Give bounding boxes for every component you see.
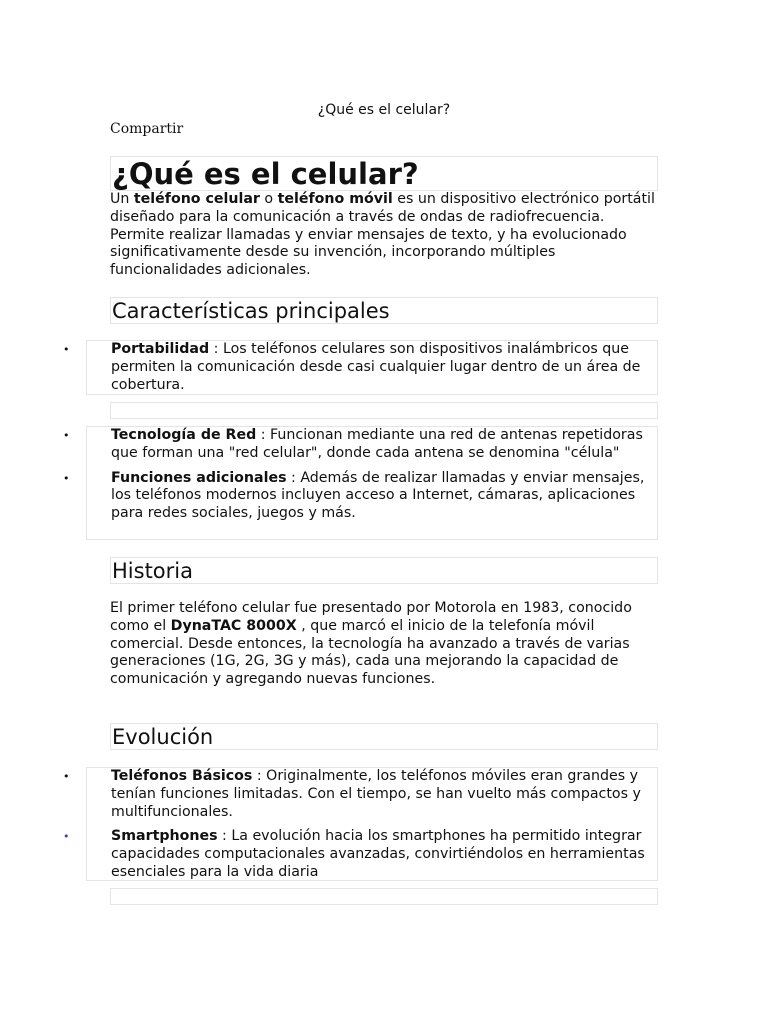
features-heading: Características principales [112, 299, 390, 323]
empty-box [110, 888, 658, 905]
evolution-heading: Evolución [112, 725, 214, 749]
list-item: • Smartphones : La evolución hacia los smartphones ha permitido integrar capacidades computacionales avanzadas, convirtiéndolos en herramientas esenciales para la vida diaria [63, 828, 645, 880]
bullet-icon: • [63, 830, 70, 844]
features-list-box-2 [63, 426, 658, 540]
history-heading: Historia [112, 559, 193, 583]
bullet-icon: • [63, 471, 70, 485]
term-telefono-celular: teléfono celular [133, 191, 260, 207]
evolution-heading-box [110, 723, 658, 750]
history-paragraph: El primer teléfono celular fue presentado por Motorola en 1983, conocido como el DynaTAC 8000X , que marcó el inicio de la telefonía móvil comercial. Desde entonces, la tecnología ha avanzado a través de varias generaciones (1G, 2G, 3G y más), cada una mejorando la capacidad de comunicación y agregando nuevas funciones. [110, 600, 632, 688]
list-item: • Tecnología de Red : Funcionan mediante una red de antenas repetidoras que forman una "red celular", donde cada antena se denomina "célula" [63, 427, 643, 461]
empty-box [110, 402, 658, 419]
intro-paragraph: Un teléfono celular o teléfono móvil es un dispositivo electrónico portátil diseñado para la comunicación a través de ondas de radiofrecuencia. Permite realizar llamadas y enviar mensajes de texto, y ha evolucionado significativamente desde su invención, incorporando múltiples funcionalidades adicionales. [110, 191, 655, 279]
term-telefono-movil: teléfono móvil [277, 191, 393, 207]
bullet-icon: • [63, 343, 70, 356]
features-heading-box [110, 297, 658, 324]
term-dynatac: DynaTAC 8000X [170, 617, 297, 634]
bullet-icon: • [63, 770, 70, 783]
evolution-list-box [63, 767, 658, 881]
share-link[interactable]: Compartir [110, 121, 184, 137]
main-heading: ¿Qué es el celular? [112, 157, 419, 191]
page-title: ¿Qué es el celular? [317, 102, 451, 118]
bullet-icon: • [63, 429, 70, 442]
history-heading-box [110, 557, 658, 584]
features-list-box-1 [63, 340, 658, 395]
list-item: • Portabilidad : Los teléfonos celulares son dispositivos inalámbricos que permiten la comunicación desde casi cualquier lugar dentro de un área de cobertura. [63, 341, 641, 393]
main-heading-box [110, 156, 658, 191]
list-item: • Teléfonos Básicos : Originalmente, los teléfonos móviles eran grandes y tenían funciones limitadas. Con el tiempo, se han vuelto más compactos y multifuncionales. [63, 768, 641, 820]
list-item: • Funciones adicionales : Además de realizar llamadas y enviar mensajes, los teléfonos modernos incluyen acceso a Internet, cámaras, aplicaciones para redes sociales, juegos y más. [63, 469, 645, 522]
